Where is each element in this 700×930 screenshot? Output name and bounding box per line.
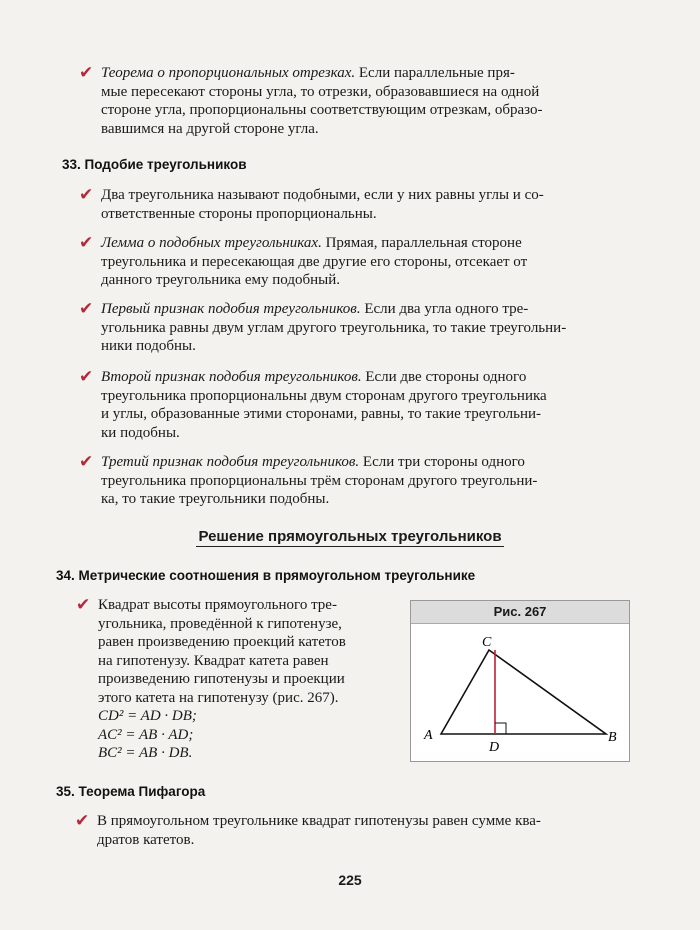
pythagorean-theorem — [75, 811, 637, 849]
text-line: на гипотенузу. Квадрат катета равен — [98, 652, 329, 669]
section-35-title: 35. Теорема Пифагора — [56, 784, 206, 799]
text-line: Если две стороны одного — [361, 369, 527, 385]
checkmark-icon: ✔ — [79, 367, 94, 387]
text-line: и углы, образованные этими сторонами, равны, то такие треугольни- — [101, 406, 542, 422]
formula-bc: BC² = AB · DB. — [98, 745, 193, 761]
text-line: В прямоугольном треугольнике квадрат гипотенузы равен сумме ква- — [97, 813, 541, 829]
proportional-segments-theorem — [79, 63, 641, 138]
triangle-abc — [441, 650, 606, 734]
text-line: Квадрат высоты прямоугольного тре- — [98, 597, 337, 613]
section-34-title: 34. Метрические соотношения в прямоугольном треугольнике — [56, 568, 476, 583]
text-line: этого катета на гипотенузу (рис. 267). — [98, 689, 339, 706]
criterion-term: Второй признак подобия треугольников. — [101, 369, 362, 385]
theorem-term: Теорема о пропорциональных отрезках. — [101, 65, 356, 81]
metric-relations-text — [76, 595, 398, 763]
text-line: угольника, проведённой к гипотенузе, — [98, 615, 342, 632]
chapter-heading — [0, 528, 700, 545]
right-angle-mark — [495, 723, 506, 734]
page-number: 225 — [338, 872, 362, 888]
right-triangle-diagram — [411, 624, 629, 762]
second-similarity-criterion — [79, 367, 641, 442]
formula-ac: AC² = AB · AD; — [98, 726, 194, 743]
lemma-term: Лемма о подобных треугольниках. — [101, 235, 322, 251]
figure-267 — [410, 600, 630, 762]
text-line: ники подобны. — [101, 338, 196, 354]
label-a: A — [424, 728, 433, 743]
checkmark-icon: ✔ — [79, 233, 94, 253]
figure-caption: Рис. 267 — [411, 601, 629, 624]
text-line: дратов катетов. — [97, 831, 195, 848]
text-line: Если параллельные пря- — [355, 65, 515, 81]
section-33-title: 33. Подобие треугольников — [62, 157, 247, 172]
text-line: Два треугольника называют подобными, если у них равны углы и со- — [101, 187, 544, 203]
checkmark-icon: ✔ — [75, 811, 90, 831]
label-d: D — [489, 740, 500, 755]
text-line: треугольника пропорциональны двум сторонам другого треугольника — [101, 387, 547, 404]
text-line: Если два угла одного тре- — [360, 301, 529, 317]
checkmark-icon: ✔ — [79, 299, 94, 319]
text-line: Если три стороны одного — [359, 454, 525, 470]
label-c: C — [482, 635, 492, 650]
criterion-term: Первый признак подобия треугольников. — [101, 301, 361, 317]
text-line: треугольника и пересекающая две другие его стороны, отсекает от — [101, 253, 528, 270]
text-line: треугольника пропорциональны трём сторонам другого треугольни- — [101, 472, 538, 489]
label-b: B — [608, 730, 617, 745]
text-line: ка, то такие треугольники подобны. — [101, 491, 330, 507]
third-similarity-criterion — [79, 452, 641, 509]
first-similarity-criterion — [79, 299, 641, 356]
text-line: произведению гипотенузы и проекции — [98, 671, 345, 687]
text-line: данного треугольника ему подобный. — [101, 272, 340, 288]
similar-triangles-definition — [79, 185, 641, 223]
text-line: ки подобны. — [101, 424, 180, 441]
similar-triangles-lemma — [79, 233, 641, 290]
criterion-term: Третий признак подобия треугольников. — [101, 454, 360, 470]
text-line: ответственные стороны пропорциональны. — [101, 205, 377, 222]
text-line: стороне угла, пропорциональны соответствующим отрезкам, образо- — [101, 102, 543, 118]
checkmark-icon: ✔ — [79, 185, 94, 205]
checkmark-icon: ✔ — [76, 595, 91, 615]
checkmark-icon: ✔ — [79, 452, 94, 472]
formula-cd: CD² = AD · DB; — [98, 708, 197, 724]
text-line: вавшимся на другой стороне угла. — [101, 120, 319, 137]
checkmark-icon: ✔ — [79, 63, 94, 83]
chapter-heading-text: Решение прямоугольных треугольников — [198, 528, 502, 545]
text-line: угольника равны двум углам другого треугольника, то такие треугольни- — [101, 319, 567, 336]
text-line: равен произведению проекций катетов — [98, 634, 346, 650]
text-line: Прямая, параллельная стороне — [321, 235, 522, 251]
text-line: мые пересекают стороны угла, то отрезки, образовавшиеся на одной — [101, 83, 540, 100]
